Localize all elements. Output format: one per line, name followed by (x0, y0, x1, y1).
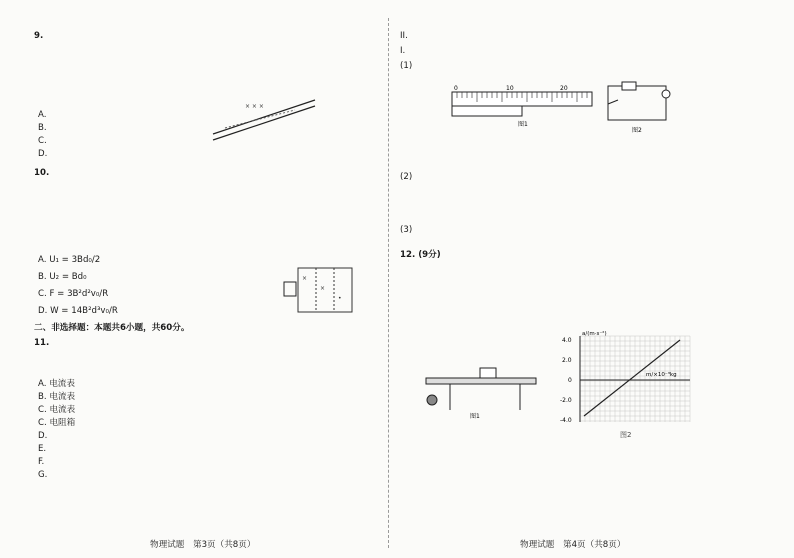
y-tick-0: 0 (568, 377, 572, 384)
svg-text:×: × (320, 285, 326, 292)
fig3-label: 图1 (470, 413, 480, 420)
q9-option-d: D. (38, 149, 48, 159)
q11-item-c2: C. 电阻箱 (38, 418, 76, 428)
q9-option-c: C. (38, 136, 47, 146)
q11-item-f: F. (38, 457, 45, 467)
y-tick-2: 2.0 (562, 357, 572, 364)
question-12-number (400, 249, 750, 262)
vernier-tick-10: 10 (506, 85, 514, 92)
svg-text:×: × (302, 275, 308, 282)
q12-number: 12. (400, 250, 416, 260)
question-9-number: 9. (34, 31, 44, 41)
q10-option-c: C. F = 3B²d²v₀/R (38, 289, 109, 299)
right-sub-2: (2) (400, 172, 413, 182)
right-column (400, 30, 750, 264)
fig2-label: 图2 (632, 127, 642, 134)
q11-item-a: A. 电流表 (38, 379, 75, 389)
question-10-number: 10. (34, 168, 50, 178)
y-tick-neg2: -2.0 (560, 397, 572, 404)
q10-option-d: D. W = 14B²d³v₀/R (38, 306, 118, 316)
q11-item-g: G. (38, 470, 48, 480)
fig1-label: 图1 (518, 121, 528, 128)
circuit-figure (600, 80, 680, 134)
track-experiment-figure (420, 350, 540, 420)
section-title: 二、非选择题：本题共6小题，共60分。 (34, 323, 190, 333)
svg-text:•: • (338, 295, 342, 302)
graph-y-label: a/(m·s⁻²) (582, 331, 607, 337)
q11-item-b: B. 电流表 (38, 392, 76, 402)
roman-2-label: II. (400, 31, 408, 41)
page-divider (388, 18, 389, 548)
vernier-caliper-figure (448, 82, 598, 128)
q10-field-figure (280, 262, 360, 322)
acceleration-mass-graph (560, 330, 700, 430)
q9-option-a: A. (38, 110, 47, 120)
vernier-tick-20: 20 (560, 85, 568, 92)
q11-item-c: C. 电流表 (38, 405, 76, 415)
vernier-tick-0: 0 (454, 85, 458, 92)
q12-score: (9分) (418, 250, 441, 260)
q9-plates-figure (205, 92, 325, 142)
y-tick-4: 4.0 (562, 337, 572, 344)
q10-option-a: A. U₁ = 3Bd₀/2 (38, 255, 101, 265)
right-sub-3: (3) (400, 225, 413, 235)
fig4-label: 图2 (620, 431, 632, 439)
graph-x-label: m/×10⁻³kg (646, 372, 677, 378)
q11-item-e: E. (38, 444, 47, 454)
y-tick-neg4: -4.0 (560, 417, 572, 424)
q11-item-d: D. (38, 431, 48, 441)
roman-1-label: I. (400, 46, 406, 56)
q9-option-b: B. (38, 123, 47, 133)
q10-option-b: B. U₂ = Bd₀ (38, 272, 87, 282)
question-11-number: 11. (34, 338, 50, 348)
footer-left: 物理试题 第3页（共8页） (150, 540, 256, 550)
right-sub-1: (1) (400, 61, 413, 71)
footer-right: 物理试题 第4页（共8页） (520, 540, 626, 550)
svg-text:× × ×: × × × (245, 103, 264, 110)
